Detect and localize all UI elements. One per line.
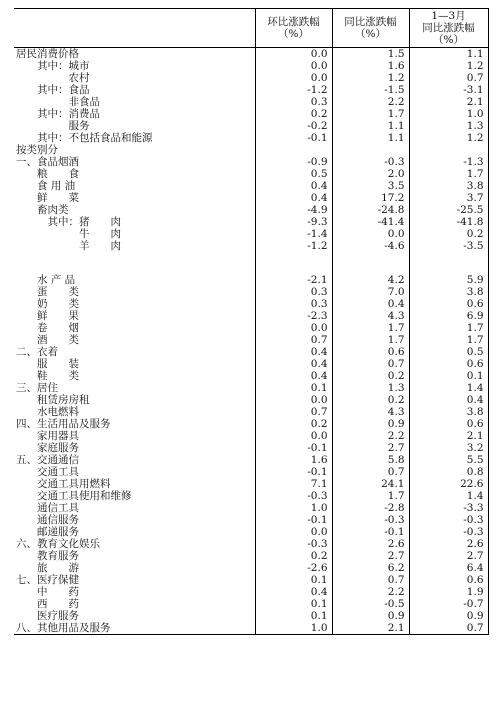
table-row [14, 478, 488, 490]
mom-value: 0.2 [255, 418, 332, 430]
yoy-value: -0.1 [332, 526, 409, 538]
row-label: 卷 烟 [16, 322, 79, 334]
ytd-value: 0.6 [409, 358, 488, 370]
table-row [14, 204, 488, 216]
ytd-value: 2.6 [409, 538, 488, 550]
mom-value: -2.1 [255, 274, 332, 286]
mom-value: -0.3 [255, 490, 332, 502]
yoy-value: 2.7 [332, 442, 409, 454]
row-label: 畜肉类 [16, 204, 69, 216]
table-row [14, 418, 488, 430]
table-row [14, 48, 488, 61]
table-row [14, 180, 488, 192]
table-row [14, 538, 488, 550]
mom-value: 0.7 [255, 406, 332, 418]
mom-value [255, 144, 332, 156]
mom-value: -0.1 [255, 442, 332, 454]
mom-value: -2.6 [255, 562, 332, 574]
table-row [14, 454, 488, 466]
yoy-value: -4.6 [332, 240, 409, 252]
table-body [14, 48, 488, 635]
row-label: 服 装 [16, 358, 79, 370]
row-label: 蛋 类 [16, 286, 79, 298]
table-row [14, 228, 488, 240]
ytd-value [409, 252, 488, 274]
yoy-value: 1.7 [332, 108, 409, 120]
row-label: 交通工具用燃料 [16, 478, 111, 490]
table-row [14, 120, 488, 132]
mom-value: -0.3 [255, 538, 332, 550]
table-row [14, 502, 488, 514]
row-label: 西 药 [16, 598, 79, 610]
mom-value: 0.1 [255, 598, 332, 610]
ytd-value: 1.2 [409, 132, 488, 144]
mom-value: -1.4 [255, 228, 332, 240]
table-row [14, 334, 488, 346]
ytd-value: -0.3 [409, 526, 488, 538]
row-label: 鲜 菜 [16, 192, 79, 204]
yoy-value: 24.1 [332, 478, 409, 490]
row-label: 牛 肉 [16, 228, 121, 240]
yoy-value: 0.7 [332, 466, 409, 478]
yoy-value: 1.7 [332, 334, 409, 346]
yoy-value: -24.8 [332, 204, 409, 216]
yoy-value: 1.5 [332, 48, 409, 61]
table-row [14, 156, 488, 168]
ytd-value: 0.8 [409, 466, 488, 478]
ytd-value: -1.3 [409, 156, 488, 168]
yoy-value: 2.1 [332, 622, 409, 635]
header-yoy-unit: （%） [355, 28, 386, 40]
header-ytd-unit: （%） [433, 34, 464, 46]
mom-value: 0.4 [255, 346, 332, 358]
mom-value: 1.6 [255, 454, 332, 466]
mom-value: -0.2 [255, 120, 332, 132]
table-row [14, 526, 488, 538]
yoy-value: 2.2 [332, 430, 409, 442]
ytd-value: 0.1 [409, 370, 488, 382]
ytd-value: 1.4 [409, 490, 488, 502]
row-label: 旅 游 [16, 562, 79, 574]
header-ytd-period: 1—3月 [431, 10, 466, 22]
mom-value: 0.7 [255, 334, 332, 346]
mom-value: 0.4 [255, 370, 332, 382]
ytd-value: 3.8 [409, 406, 488, 418]
yoy-value: 0.2 [332, 370, 409, 382]
ytd-value: 1.7 [409, 322, 488, 334]
mom-value: -4.9 [255, 204, 332, 216]
table-row [14, 562, 488, 574]
yoy-value [332, 144, 409, 156]
table-row [14, 586, 488, 598]
row-label: 医疗服务 [16, 610, 79, 622]
mom-value: 0.4 [255, 192, 332, 204]
yoy-value: -41.4 [332, 216, 409, 228]
table-row [14, 216, 488, 228]
yoy-value: 4.3 [332, 406, 409, 418]
mom-value: 0.0 [255, 322, 332, 334]
ytd-value: 0.6 [409, 574, 488, 586]
mom-value [255, 252, 332, 274]
yoy-value: 1.7 [332, 490, 409, 502]
row-label: 五、交通通信 [16, 454, 79, 466]
yoy-value: 7.0 [332, 286, 409, 298]
mom-value: 0.0 [255, 526, 332, 538]
ytd-value: 0.7 [409, 72, 488, 84]
row-label: 通信工具 [16, 502, 79, 514]
ytd-value: -25.5 [409, 204, 488, 216]
table-row [14, 490, 488, 502]
row-label: 水 产 品 [16, 274, 76, 286]
row-label: 酒 类 [16, 334, 79, 346]
ytd-value: 0.5 [409, 346, 488, 358]
row-label: 六、教育文化娱乐 [16, 538, 100, 550]
mom-value: 0.4 [255, 358, 332, 370]
header-mom [255, 9, 332, 48]
mom-value: 7.1 [255, 478, 332, 490]
table-row [14, 192, 488, 204]
mom-value: -0.1 [255, 132, 332, 144]
yoy-value: 2.2 [332, 96, 409, 108]
yoy-value: 0.7 [332, 574, 409, 586]
ytd-value: 1.9 [409, 586, 488, 598]
row-label: 中 药 [16, 586, 79, 598]
table-row [14, 370, 488, 382]
table-row [14, 322, 488, 334]
mom-value: 0.0 [255, 60, 332, 72]
row-label: 其中：城市 [16, 60, 90, 72]
row-label: 一、食品烟酒 [16, 156, 79, 168]
ytd-value: 0.6 [409, 418, 488, 430]
table-row [14, 298, 488, 310]
yoy-value: 6.2 [332, 562, 409, 574]
table-row [14, 72, 488, 84]
row-label: 居民消费价格 [16, 48, 79, 60]
ytd-value: 3.8 [409, 180, 488, 192]
ytd-value: 0.4 [409, 394, 488, 406]
table-row [14, 346, 488, 358]
row-label [14, 252, 255, 274]
yoy-value: 17.2 [332, 192, 409, 204]
row-label: 交通工具使用和维修 [16, 490, 132, 502]
ytd-value: -3.3 [409, 502, 488, 514]
yoy-value: 3.5 [332, 180, 409, 192]
yoy-value: 1.6 [332, 60, 409, 72]
table-row [14, 96, 488, 108]
mom-value: 0.2 [255, 550, 332, 562]
header-ytd [409, 9, 488, 48]
table-row [14, 84, 488, 96]
mom-value: 0.2 [255, 108, 332, 120]
cpi-table [14, 8, 489, 635]
ytd-value: 22.6 [409, 478, 488, 490]
ytd-value: 5.5 [409, 454, 488, 466]
yoy-value: 0.9 [332, 418, 409, 430]
table-row [14, 310, 488, 322]
row-label: 粮 食 [16, 168, 79, 180]
table-row [14, 168, 488, 180]
ytd-value: 1.4 [409, 382, 488, 394]
ytd-value: 2.1 [409, 96, 488, 108]
table-row [14, 132, 488, 144]
ytd-value: 3.8 [409, 286, 488, 298]
mom-value: 0.0 [255, 430, 332, 442]
ytd-value: 3.7 [409, 192, 488, 204]
ytd-value: 1.0 [409, 108, 488, 120]
table-row [14, 144, 488, 156]
table-row [14, 108, 488, 120]
yoy-value: 1.3 [332, 382, 409, 394]
row-label: 鲜 果 [16, 310, 79, 322]
table-row [14, 406, 488, 418]
yoy-value [332, 252, 409, 274]
row-label: 按类别分 [16, 144, 58, 156]
yoy-value: 2.6 [332, 538, 409, 550]
mom-value: -2.3 [255, 310, 332, 322]
ytd-value [409, 144, 488, 156]
ytd-value: -41.8 [409, 216, 488, 228]
yoy-value: 0.9 [332, 610, 409, 622]
ytd-value: -0.7 [409, 598, 488, 610]
ytd-value: 0.6 [409, 298, 488, 310]
mom-value: 0.0 [255, 72, 332, 84]
yoy-value: 4.2 [332, 274, 409, 286]
mom-value: 0.3 [255, 286, 332, 298]
table-row [14, 60, 488, 72]
table-row [14, 550, 488, 562]
ytd-value: 0.9 [409, 610, 488, 622]
row-label: 家庭服务 [16, 442, 79, 454]
row-label: 邮递服务 [16, 526, 79, 538]
yoy-value: 1.1 [332, 132, 409, 144]
mom-value: 1.0 [255, 502, 332, 514]
row-label: 八、其他用品及服务 [14, 622, 255, 635]
table-row [14, 514, 488, 526]
table-row [14, 240, 488, 252]
mom-value: -0.1 [255, 514, 332, 526]
row-label: 水电燃料 [16, 406, 79, 418]
table-row [14, 286, 488, 298]
yoy-value: -0.5 [332, 598, 409, 610]
header-yoy [332, 9, 409, 48]
row-label: 奶 类 [16, 298, 79, 310]
row-label: 通信服务 [16, 514, 79, 526]
row-label: 家用器具 [16, 430, 79, 442]
mom-value: 0.3 [255, 96, 332, 108]
table-row [14, 610, 488, 622]
header-yoy-label: 同比涨跌幅 [344, 16, 397, 28]
mom-value: 0.0 [255, 48, 332, 61]
header-mom-label: 环比涨跌幅 [267, 16, 320, 28]
yoy-value: 0.7 [332, 358, 409, 370]
row-label: 其中：猪 肉 [16, 216, 121, 228]
mom-value: 0.4 [255, 586, 332, 598]
row-label: 四、生活用品及服务 [16, 418, 111, 430]
ytd-value: -0.3 [409, 514, 488, 526]
yoy-value: 2.2 [332, 586, 409, 598]
yoy-value: 1.1 [332, 120, 409, 132]
yoy-value: 0.0 [332, 228, 409, 240]
yoy-value: 4.3 [332, 310, 409, 322]
ytd-value: -3.1 [409, 84, 488, 96]
yoy-value: -1.5 [332, 84, 409, 96]
table-row [14, 430, 488, 442]
row-label: 交通工具 [16, 466, 79, 478]
row-label: 食 用 油 [16, 180, 76, 192]
ytd-value: 1.1 [409, 48, 488, 61]
mom-value: -0.1 [255, 466, 332, 478]
mom-value: 0.0 [255, 394, 332, 406]
ytd-value: 1.7 [409, 168, 488, 180]
ytd-value: 0.7 [409, 622, 488, 635]
yoy-value: -0.3 [332, 156, 409, 168]
row-label: 三、居住 [16, 382, 58, 394]
row-label: 其中：食品 [16, 84, 90, 96]
row-label: 二、衣着 [16, 346, 58, 358]
table-row [14, 598, 488, 610]
table-row [14, 466, 488, 478]
ytd-value: 5.9 [409, 274, 488, 286]
yoy-value: 0.4 [332, 298, 409, 310]
row-label: 教育服务 [16, 550, 79, 562]
row-label: 其中：不包括食品和能源 [16, 132, 153, 144]
mom-value: 0.3 [255, 298, 332, 310]
ytd-value: 0.2 [409, 228, 488, 240]
ytd-value: 6.4 [409, 562, 488, 574]
ytd-value: 1.7 [409, 334, 488, 346]
yoy-value: 1.2 [332, 72, 409, 84]
mom-value: 0.1 [255, 610, 332, 622]
yoy-value: -2.8 [332, 502, 409, 514]
mom-value: 1.0 [255, 622, 332, 635]
row-label: 农村 [16, 72, 90, 84]
row-label: 其中：消费品 [16, 108, 100, 120]
table-row [14, 442, 488, 454]
ytd-value: 2.1 [409, 430, 488, 442]
table-row [14, 274, 488, 286]
mom-value: -9.3 [255, 216, 332, 228]
yoy-value: 1.7 [332, 322, 409, 334]
yoy-value: 0.6 [332, 346, 409, 358]
yoy-value: 2.7 [332, 550, 409, 562]
ytd-value: 6.9 [409, 310, 488, 322]
table-row [14, 382, 488, 394]
header-item [14, 9, 255, 48]
row-label: 羊 肉 [16, 240, 121, 252]
header-mom-unit: （%） [278, 28, 309, 40]
table-row [14, 622, 488, 635]
ytd-value: 1.2 [409, 60, 488, 72]
mom-value: 0.4 [255, 180, 332, 192]
mom-value: -0.9 [255, 156, 332, 168]
ytd-value: -3.5 [409, 240, 488, 252]
mom-value: -1.2 [255, 240, 332, 252]
ytd-value: 2.7 [409, 550, 488, 562]
mom-value: 0.1 [255, 574, 332, 586]
yoy-value: 2.0 [332, 168, 409, 180]
table-gap-row [14, 252, 488, 274]
yoy-value: 5.8 [332, 454, 409, 466]
row-label: 非食品 [16, 96, 100, 108]
row-label: 鞋 类 [16, 370, 79, 382]
ytd-value: 3.2 [409, 442, 488, 454]
row-label: 服务 [16, 120, 90, 132]
table-header [14, 9, 488, 48]
yoy-value: 0.2 [332, 394, 409, 406]
row-label: 七、医疗保健 [16, 574, 79, 586]
table-row [14, 394, 488, 406]
mom-value: 0.5 [255, 168, 332, 180]
mom-value: -1.2 [255, 84, 332, 96]
row-label: 租赁房房租 [16, 394, 90, 406]
yoy-value: -0.3 [332, 514, 409, 526]
ytd-value: 1.3 [409, 120, 488, 132]
table-row [14, 358, 488, 370]
mom-value: 0.1 [255, 382, 332, 394]
header-ytd-label: 同比涨跌幅 [422, 22, 475, 34]
table-row [14, 574, 488, 586]
